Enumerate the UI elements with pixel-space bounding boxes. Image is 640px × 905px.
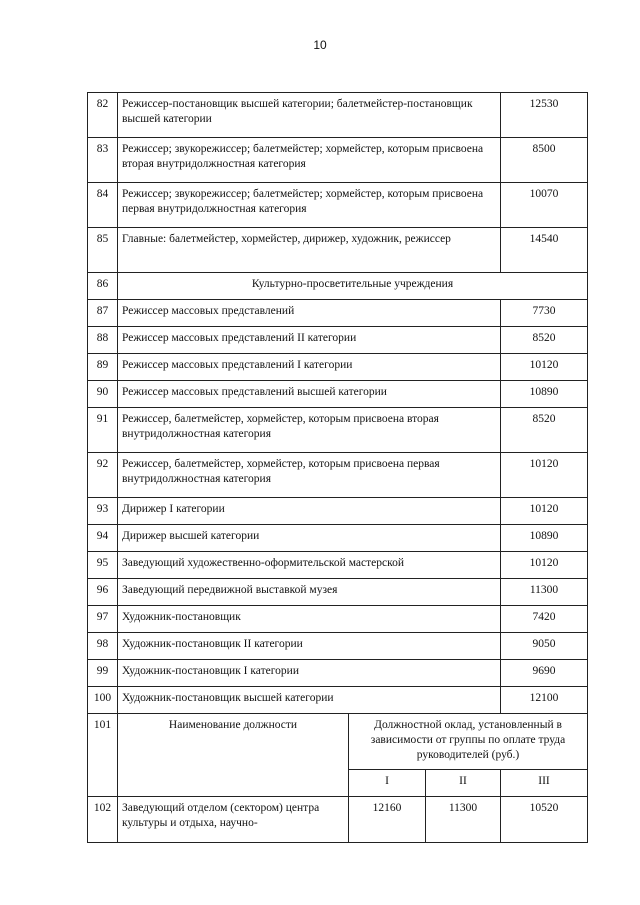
row-number: 86 (88, 273, 118, 300)
row-number: 100 (88, 687, 118, 714)
row-number: 94 (88, 525, 118, 552)
row-number: 102 (88, 797, 118, 843)
row-number: 82 (88, 93, 118, 138)
position-title: Режиссер массовых представлений I категории (118, 354, 501, 381)
position-title: Режиссер, балетмейстер, хормейстер, которым присвоена вторая внутридолжностная категория (118, 408, 501, 453)
table-row (88, 797, 588, 843)
row-number: 89 (88, 354, 118, 381)
section-title: Культурно-просветительные учреждения (118, 273, 588, 300)
table-row (88, 525, 588, 552)
table-row (88, 300, 588, 327)
salary-value: 14540 (501, 228, 588, 273)
table-row (88, 381, 588, 408)
row-number: 91 (88, 408, 118, 453)
row-number: 93 (88, 498, 118, 525)
salary-value: 10120 (501, 552, 588, 579)
header-number: 101 (88, 714, 118, 797)
salary-value: 10120 (501, 498, 588, 525)
table-row (88, 498, 588, 525)
position-title: Художник-постановщик II категории (118, 633, 501, 660)
table-row (88, 606, 588, 633)
row-number: 90 (88, 381, 118, 408)
position-title: Режиссер массовых представлений (118, 300, 501, 327)
salary-value: 9690 (501, 660, 588, 687)
position-title: Художник-постановщик высшей категории (118, 687, 501, 714)
salary-value: 10890 (501, 525, 588, 552)
row-number: 84 (88, 183, 118, 228)
table-row (88, 138, 588, 183)
position-title: Режиссер массовых представлений II категории (118, 327, 501, 354)
position-title: Художник-постановщик (118, 606, 501, 633)
group-label: I (349, 770, 426, 797)
table-row (88, 453, 588, 498)
table-row (88, 327, 588, 354)
header-row (88, 714, 588, 770)
row-number: 98 (88, 633, 118, 660)
row-number: 83 (88, 138, 118, 183)
table-row (88, 93, 588, 138)
salary-value: 8520 (501, 408, 588, 453)
position-title: Режиссер, балетмейстер, хормейстер, которым присвоена первая внутридолжностная категория (118, 453, 501, 498)
table-row (88, 579, 588, 606)
salary-value: 8500 (501, 138, 588, 183)
row-number: 92 (88, 453, 118, 498)
salary-value: 12160 (349, 797, 426, 843)
table-row (88, 633, 588, 660)
position-title: Художник-постановщик I категории (118, 660, 501, 687)
table-row (88, 273, 588, 300)
salary-value: 10120 (501, 453, 588, 498)
salary-value: 11300 (426, 797, 501, 843)
position-title: Главные: балетмейстер, хормейстер, дирижер, художник, режиссер (118, 228, 501, 273)
position-title: Заведующий художественно-оформительской мастерской (118, 552, 501, 579)
position-title: Дирижер I категории (118, 498, 501, 525)
position-title: Заведующий передвижной выставкой музея (118, 579, 501, 606)
group-label: III (501, 770, 588, 797)
salary-value: 7730 (501, 300, 588, 327)
table-row (88, 687, 588, 714)
position-title: Режиссер; звукорежиссер; балетмейстер; хормейстер, которым присвоена вторая внутридолжностная категория (118, 138, 501, 183)
salary-value: 7420 (501, 606, 588, 633)
salary-value: 12530 (501, 93, 588, 138)
row-number: 87 (88, 300, 118, 327)
salary-table-body (88, 93, 588, 843)
row-number: 88 (88, 327, 118, 354)
table-row (88, 354, 588, 381)
salary-value: 10890 (501, 381, 588, 408)
position-title: Режиссер-постановщик высшей категории; балетмейстер-постановщик высшей категории (118, 93, 501, 138)
row-number: 95 (88, 552, 118, 579)
row-number: 85 (88, 228, 118, 273)
row-number: 96 (88, 579, 118, 606)
position-title: Дирижер высшей категории (118, 525, 501, 552)
salary-value: 10120 (501, 354, 588, 381)
salary-value: 12100 (501, 687, 588, 714)
salary-value: 11300 (501, 579, 588, 606)
header-name-label: Наименование должности (118, 714, 349, 797)
page-number: 10 (313, 38, 327, 52)
position-title: Режиссер массовых представлений высшей категории (118, 381, 501, 408)
header-salary-label: Должностной оклад, установленный в зависимости от группы по оплате труда руководителей (руб.) (349, 714, 588, 770)
row-number: 99 (88, 660, 118, 687)
position-title: Режиссер; звукорежиссер; балетмейстер; хормейстер, которым присвоена первая внутридолжностная категория (118, 183, 501, 228)
salary-value: 10520 (501, 797, 588, 843)
table-row (88, 552, 588, 579)
salary-table (87, 92, 588, 843)
table-row (88, 228, 588, 273)
table-row (88, 408, 588, 453)
salary-value: 8520 (501, 327, 588, 354)
table-row (88, 183, 588, 228)
salary-value: 10070 (501, 183, 588, 228)
salary-value: 9050 (501, 633, 588, 660)
group-label: II (426, 770, 501, 797)
row-number: 97 (88, 606, 118, 633)
table-row (88, 660, 588, 687)
position-title: Заведующий отделом (сектором) центра культуры и отдыха, научно- (118, 797, 349, 843)
